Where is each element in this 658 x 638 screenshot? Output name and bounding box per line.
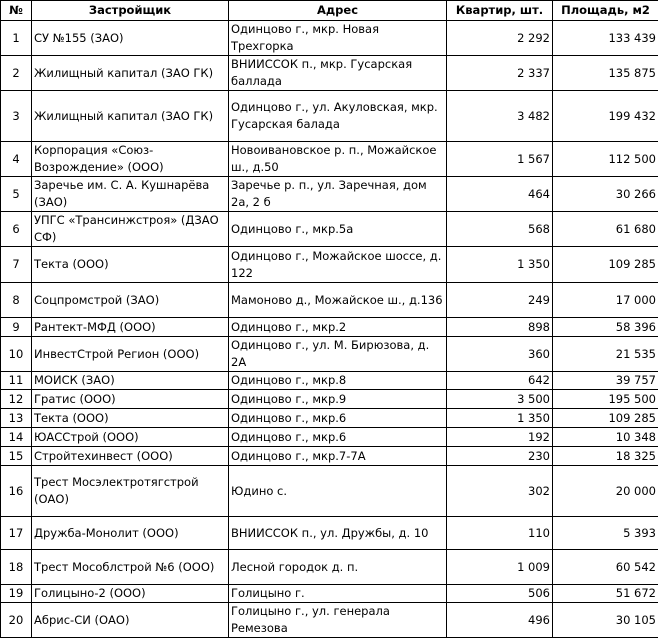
cell-address: Голицыно г. [229,585,447,603]
table-row [1,447,658,466]
cell-developer: СУ №155 (ЗАО) [32,21,229,56]
cell-developer: Текта (ООО) [32,409,229,428]
cell-area: 135 875 [553,56,658,91]
table-header-row [1,1,658,21]
cell-address: Новоивановское р. п., Можайское ш., д.50 [229,142,447,177]
cell-apartments: 3 482 [447,91,553,142]
cell-address: Одинцово г., мкр.6 [229,428,447,447]
cell-number: 7 [1,247,32,283]
cell-address: Одинцово г., мкр.8 [229,372,447,390]
cell-number: 15 [1,447,32,466]
cell-apartments: 302 [447,466,553,517]
cell-number: 19 [1,585,32,603]
cell-apartments: 642 [447,372,553,390]
header-number: № [1,1,32,21]
cell-apartments: 360 [447,337,553,372]
table-row [1,177,658,212]
cell-apartments: 496 [447,603,553,638]
cell-address: Лесной городок д. п. [229,550,447,585]
cell-number: 14 [1,428,32,447]
table-row [1,21,658,56]
cell-area: 109 285 [553,409,658,428]
cell-area: 195 500 [553,390,658,409]
cell-area: 109 285 [553,247,658,283]
cell-number: 5 [1,177,32,212]
cell-area: 18 325 [553,447,658,466]
cell-apartments: 1 350 [447,247,553,283]
table-row [1,409,658,428]
cell-developer: Заречье им. С. А. Кушнарёва (ЗАО) [32,177,229,212]
cell-address: Одинцово г., мкр. Новая Трехгорка [229,21,447,56]
cell-apartments: 192 [447,428,553,447]
cell-area: 133 439 [553,21,658,56]
cell-area: 51 672 [553,585,658,603]
cell-developer: Соцпромстрой (ЗАО) [32,283,229,318]
table-row [1,318,658,337]
cell-developer: Стройтехинвест (ООО) [32,447,229,466]
cell-area: 112 500 [553,142,658,177]
cell-address: Одинцово г., мкр.5а [229,212,447,247]
table-row [1,247,658,283]
table-row [1,283,658,318]
cell-area: 17 000 [553,283,658,318]
cell-apartments: 506 [447,585,553,603]
cell-developer: Текта (ООО) [32,247,229,283]
table-row [1,212,658,247]
table-row [1,550,658,585]
table-row [1,337,658,372]
cell-apartments: 2 337 [447,56,553,91]
header-apartments: Квартир, шт. [447,1,553,21]
cell-number: 17 [1,517,32,550]
cell-number: 6 [1,212,32,247]
cell-address: Мамоново д., Можайское ш., д.136 [229,283,447,318]
table-body [1,21,658,638]
cell-area: 30 105 [553,603,658,638]
cell-developer: МОИСК (ЗАО) [32,372,229,390]
cell-number: 4 [1,142,32,177]
cell-area: 10 348 [553,428,658,447]
cell-address: Одинцово г., Можайское шоссе, д. 122 [229,247,447,283]
cell-developer: Корпорация «Союз-Возрождение» (ООО) [32,142,229,177]
table-row [1,428,658,447]
cell-address: Одинцово г., мкр.6 [229,409,447,428]
cell-address: Голицыно г., ул. генерала Ремезова [229,603,447,638]
cell-number: 8 [1,283,32,318]
cell-number: 9 [1,318,32,337]
cell-address: Заречье р. п., ул. Заречная, дом 2а, 2 б [229,177,447,212]
cell-developer: Дружба-Монолит (ООО) [32,517,229,550]
cell-number: 16 [1,466,32,517]
cell-address: ВНИИССОК п., ул. Дружбы, д. 10 [229,517,447,550]
table-row [1,390,658,409]
table-row [1,91,658,142]
table-row [1,142,658,177]
cell-area: 30 266 [553,177,658,212]
cell-developer: Абрис-СИ (ОАО) [32,603,229,638]
cell-area: 61 680 [553,212,658,247]
cell-area: 21 535 [553,337,658,372]
cell-address: Юдино с. [229,466,447,517]
header-area: Площадь, м2 [553,1,658,21]
cell-address: Одинцово г., мкр.2 [229,318,447,337]
cell-developer: ИнвестСтрой Регион (ООО) [32,337,229,372]
table-row [1,372,658,390]
cell-apartments: 249 [447,283,553,318]
cell-apartments: 464 [447,177,553,212]
cell-developer: Рантект-МФД (ООО) [32,318,229,337]
cell-area: 39 757 [553,372,658,390]
cell-developer: УПГС «Трансинжстроя» (ДЗАО СФ) [32,212,229,247]
cell-number: 20 [1,603,32,638]
cell-area: 58 396 [553,318,658,337]
table-row [1,603,658,638]
cell-area: 20 000 [553,466,658,517]
cell-apartments: 1 009 [447,550,553,585]
cell-apartments: 110 [447,517,553,550]
cell-area: 60 542 [553,550,658,585]
table-row [1,56,658,91]
cell-developer: Жилищный капитал (ЗАО ГК) [32,91,229,142]
cell-number: 11 [1,372,32,390]
table-row [1,466,658,517]
cell-number: 18 [1,550,32,585]
cell-apartments: 1 350 [447,409,553,428]
cell-developer: ЮАССтрой (ООО) [32,428,229,447]
cell-apartments: 2 292 [447,21,553,56]
cell-address: Одинцово г., мкр.7-7А [229,447,447,466]
cell-address: Одинцово г., ул. Акуловская, мкр. Гусарская балада [229,91,447,142]
table-row [1,585,658,603]
cell-developer: Трест Мособлстрой №6 (ООО) [32,550,229,585]
cell-address: ВНИИССОК п., мкр. Гусарская баллада [229,56,447,91]
cell-developer: Гратис (ООО) [32,390,229,409]
cell-apartments: 1 567 [447,142,553,177]
cell-apartments: 568 [447,212,553,247]
cell-number: 13 [1,409,32,428]
cell-apartments: 230 [447,447,553,466]
cell-developer: Голицыно-2 (ООО) [32,585,229,603]
cell-developer: Трест Мосэлектротягстрой (ОАО) [32,466,229,517]
cell-number: 3 [1,91,32,142]
cell-apartments: 3 500 [447,390,553,409]
header-developer: Застройщик [32,1,229,21]
cell-area: 199 432 [553,91,658,142]
table-row [1,517,658,550]
cell-number: 12 [1,390,32,409]
cell-number: 1 [1,21,32,56]
header-address: Адрес [229,1,447,21]
cell-developer: Жилищный капитал (ЗАО ГК) [32,56,229,91]
cell-number: 10 [1,337,32,372]
cell-number: 2 [1,56,32,91]
cell-area: 5 393 [553,517,658,550]
cell-apartments: 898 [447,318,553,337]
cell-address: Одинцово г., ул. М. Бирюзова, д. 2А [229,337,447,372]
cell-address: Одинцово г., мкр.9 [229,390,447,409]
